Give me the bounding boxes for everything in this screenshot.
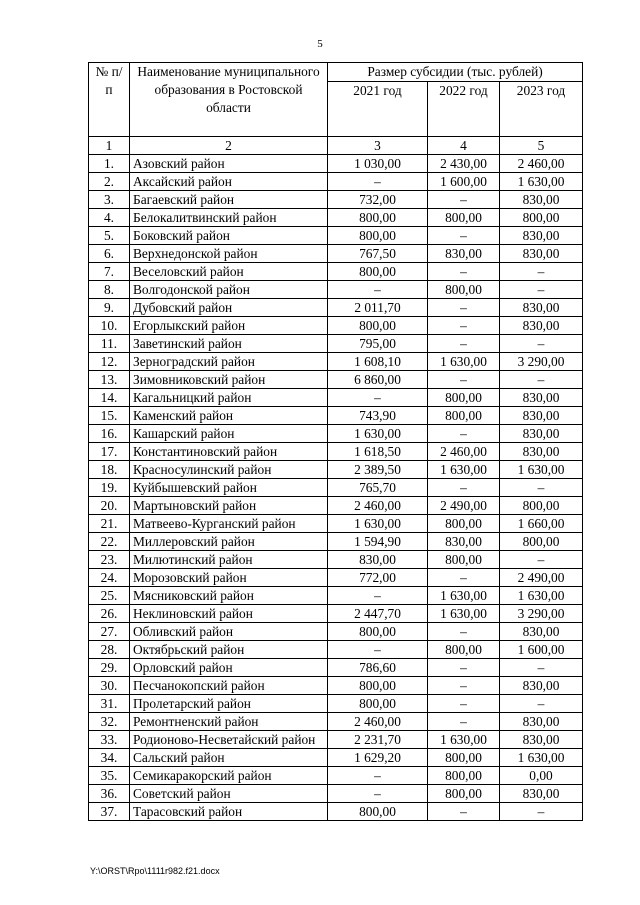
subsidy-2023: 830,00: [500, 443, 583, 461]
municipality-name: Зерноградский район: [130, 353, 328, 371]
subsidy-2021: 800,00: [328, 227, 428, 245]
row-number: 33.: [89, 731, 130, 749]
subsidy-2023: 830,00: [500, 731, 583, 749]
municipality-name: Константиновский район: [130, 443, 328, 461]
municipality-name: Октябрьский район: [130, 641, 328, 659]
row-number: 25.: [89, 587, 130, 605]
subsidy-table: [88, 62, 583, 821]
subsidy-2021: –: [328, 641, 428, 659]
municipality-name: Аксайский район: [130, 173, 328, 191]
municipality-name: Веселовский район: [130, 263, 328, 281]
subsidy-2021: 1 630,00: [328, 515, 428, 533]
row-number: 34.: [89, 749, 130, 767]
row-number: 13.: [89, 371, 130, 389]
table-row: [89, 695, 583, 713]
subsidy-2021: 800,00: [328, 803, 428, 821]
footer-file-path: Y:\ORST\Rpo\1111r982.f21.docx: [90, 866, 220, 876]
subsidy-2021: 772,00: [328, 569, 428, 587]
municipality-name: Боковский район: [130, 227, 328, 245]
municipality-name: Куйбышевский район: [130, 479, 328, 497]
subsidy-2023: 1 630,00: [500, 749, 583, 767]
subsidy-2021: 743,90: [328, 407, 428, 425]
subsidy-2023: 830,00: [500, 227, 583, 245]
subsidy-2022: 2 460,00: [428, 443, 500, 461]
table-row: [89, 515, 583, 533]
municipality-name: Каменский район: [130, 407, 328, 425]
subsidy-2021: 765,70: [328, 479, 428, 497]
subsidy-2021: –: [328, 173, 428, 191]
subsidy-2022: 800,00: [428, 767, 500, 785]
municipality-name: Егорлыкский район: [130, 317, 328, 335]
subsidy-2021: 732,00: [328, 191, 428, 209]
row-number: 15.: [89, 407, 130, 425]
subsidy-2022: 800,00: [428, 785, 500, 803]
row-number: 28.: [89, 641, 130, 659]
subsidy-2023: 0,00: [500, 767, 583, 785]
table-row: [89, 335, 583, 353]
table-row: [89, 209, 583, 227]
header-municipality: Наименование муниципального образования в Ростовской области: [130, 63, 328, 137]
subsidy-2023: –: [500, 263, 583, 281]
table-row: [89, 389, 583, 407]
subsidy-2021: 2 389,50: [328, 461, 428, 479]
municipality-name: Верхнедонской район: [130, 245, 328, 263]
subsidy-2023: 1 630,00: [500, 587, 583, 605]
table-row: [89, 569, 583, 587]
subsidy-2022: –: [428, 479, 500, 497]
table-row: [89, 227, 583, 245]
subsidy-2021: –: [328, 587, 428, 605]
subsidy-2021: 767,50: [328, 245, 428, 263]
subsidy-2023: 830,00: [500, 317, 583, 335]
subsidy-2023: 830,00: [500, 299, 583, 317]
subsidy-2021: 2 460,00: [328, 497, 428, 515]
subsidy-2021: –: [328, 785, 428, 803]
row-number: 24.: [89, 569, 130, 587]
subsidy-2021: 800,00: [328, 263, 428, 281]
header-2023: 2023 год: [500, 82, 583, 137]
row-number: 20.: [89, 497, 130, 515]
municipality-name: Заветинский район: [130, 335, 328, 353]
subsidy-2021: 1 594,90: [328, 533, 428, 551]
table-row: [89, 425, 583, 443]
subsidy-2022: –: [428, 659, 500, 677]
subsidy-2023: 3 290,00: [500, 605, 583, 623]
row-number: 18.: [89, 461, 130, 479]
row-number: 17.: [89, 443, 130, 461]
table-row: [89, 191, 583, 209]
row-number: 30.: [89, 677, 130, 695]
table-row: [89, 605, 583, 623]
table-row: [89, 245, 583, 263]
subsidy-2022: 1 630,00: [428, 731, 500, 749]
row-number: 9.: [89, 299, 130, 317]
table-row: [89, 371, 583, 389]
column-numbering-row: [89, 137, 583, 155]
row-number: 36.: [89, 785, 130, 803]
subsidy-2021: 1 030,00: [328, 155, 428, 173]
row-number: 12.: [89, 353, 130, 371]
header-2022: 2022 год: [428, 82, 500, 137]
subsidy-2022: –: [428, 623, 500, 641]
subsidy-2022: –: [428, 299, 500, 317]
row-number: 32.: [89, 713, 130, 731]
subsidy-2021: 800,00: [328, 209, 428, 227]
municipality-name: Миллеровский район: [130, 533, 328, 551]
header-number: № п/п: [89, 63, 130, 137]
municipality-name: Обливский район: [130, 623, 328, 641]
municipality-name: Родионово-Несветайский район: [130, 731, 328, 749]
table-body: [89, 155, 583, 821]
subsidy-2022: –: [428, 317, 500, 335]
row-number: 10.: [89, 317, 130, 335]
subsidy-2022: 800,00: [428, 281, 500, 299]
table-row: [89, 785, 583, 803]
municipality-name: Мясниковский район: [130, 587, 328, 605]
subsidy-2023: 2 490,00: [500, 569, 583, 587]
row-number: 22.: [89, 533, 130, 551]
subsidy-2023: –: [500, 695, 583, 713]
table-row: [89, 533, 583, 551]
table-row: [89, 317, 583, 335]
subsidy-2023: 1 660,00: [500, 515, 583, 533]
subsidy-2023: 1 630,00: [500, 461, 583, 479]
table-row: [89, 551, 583, 569]
table-row: [89, 641, 583, 659]
table-row: [89, 443, 583, 461]
municipality-name: Тарасовский район: [130, 803, 328, 821]
row-number: 35.: [89, 767, 130, 785]
row-number: 37.: [89, 803, 130, 821]
subsidy-2021: –: [328, 281, 428, 299]
subsidy-2022: 800,00: [428, 515, 500, 533]
subsidy-2022: –: [428, 677, 500, 695]
municipality-name: Пролетарский район: [130, 695, 328, 713]
table-row: [89, 407, 583, 425]
subsidy-2022: 1 630,00: [428, 461, 500, 479]
subsidy-2023: –: [500, 803, 583, 821]
column-index: 4: [428, 137, 500, 155]
municipality-name: Советский район: [130, 785, 328, 803]
subsidy-2021: 2 460,00: [328, 713, 428, 731]
subsidy-2022: 2 490,00: [428, 497, 500, 515]
subsidy-2022: 2 430,00: [428, 155, 500, 173]
subsidy-2023: –: [500, 479, 583, 497]
subsidy-2022: 1 630,00: [428, 587, 500, 605]
subsidy-2023: 830,00: [500, 407, 583, 425]
subsidy-2022: 830,00: [428, 245, 500, 263]
subsidy-2021: 2 231,70: [328, 731, 428, 749]
subsidy-2021: 830,00: [328, 551, 428, 569]
municipality-name: Ремонтненский район: [130, 713, 328, 731]
municipality-name: Зимовниковский район: [130, 371, 328, 389]
table-row: [89, 713, 583, 731]
municipality-name: Кагальницкий район: [130, 389, 328, 407]
row-number: 16.: [89, 425, 130, 443]
subsidy-2023: 830,00: [500, 191, 583, 209]
row-number: 2.: [89, 173, 130, 191]
row-number: 3.: [89, 191, 130, 209]
subsidy-2022: –: [428, 803, 500, 821]
row-number: 14.: [89, 389, 130, 407]
table-row: [89, 461, 583, 479]
table-row: [89, 497, 583, 515]
header-subsidy-size: Размер субсидии (тыс. рублей): [328, 63, 583, 82]
column-index: 2: [130, 137, 328, 155]
row-number: 6.: [89, 245, 130, 263]
subsidy-2022: 800,00: [428, 749, 500, 767]
subsidy-2022: –: [428, 425, 500, 443]
subsidy-2021: 1 630,00: [328, 425, 428, 443]
subsidy-2021: –: [328, 767, 428, 785]
row-number: 21.: [89, 515, 130, 533]
municipality-name: Мартыновский район: [130, 497, 328, 515]
subsidy-2023: 830,00: [500, 713, 583, 731]
row-number: 29.: [89, 659, 130, 677]
subsidy-2023: –: [500, 551, 583, 569]
subsidy-2023: 830,00: [500, 785, 583, 803]
subsidy-2023: 800,00: [500, 209, 583, 227]
subsidy-2021: 786,60: [328, 659, 428, 677]
subsidy-2021: 1 608,10: [328, 353, 428, 371]
subsidy-2022: –: [428, 695, 500, 713]
column-index: 5: [500, 137, 583, 155]
municipality-name: Кашарский район: [130, 425, 328, 443]
page-number: 5: [317, 38, 323, 50]
subsidy-2023: 800,00: [500, 497, 583, 515]
subsidy-2023: 830,00: [500, 245, 583, 263]
subsidy-2021: 1 629,20: [328, 749, 428, 767]
subsidy-2022: –: [428, 191, 500, 209]
municipality-name: Дубовский район: [130, 299, 328, 317]
subsidy-2022: –: [428, 335, 500, 353]
subsidy-2022: –: [428, 371, 500, 389]
table-row: [89, 155, 583, 173]
subsidy-2021: 795,00: [328, 335, 428, 353]
row-number: 23.: [89, 551, 130, 569]
table-row: [89, 479, 583, 497]
subsidy-2022: –: [428, 713, 500, 731]
subsidy-2023: 830,00: [500, 389, 583, 407]
table-row: [89, 677, 583, 695]
subsidy-2023: 2 460,00: [500, 155, 583, 173]
subsidy-2023: 830,00: [500, 677, 583, 695]
municipality-name: Сальский район: [130, 749, 328, 767]
column-index: 3: [328, 137, 428, 155]
row-number: 4.: [89, 209, 130, 227]
table-row: [89, 749, 583, 767]
municipality-name: Песчанокопский район: [130, 677, 328, 695]
subsidy-2021: –: [328, 389, 428, 407]
row-number: 7.: [89, 263, 130, 281]
subsidy-2021: 2 011,70: [328, 299, 428, 317]
subsidy-2022: –: [428, 263, 500, 281]
table-row: [89, 281, 583, 299]
municipality-name: Милютинский район: [130, 551, 328, 569]
municipality-name: Волгодонской район: [130, 281, 328, 299]
subsidy-2021: 800,00: [328, 317, 428, 335]
subsidy-2022: 800,00: [428, 551, 500, 569]
table-row: [89, 659, 583, 677]
subsidy-2022: 800,00: [428, 389, 500, 407]
table-row: [89, 299, 583, 317]
subsidy-2022: 830,00: [428, 533, 500, 551]
subsidy-2023: –: [500, 659, 583, 677]
table-row: [89, 173, 583, 191]
table-row: [89, 623, 583, 641]
subsidy-2023: 3 290,00: [500, 353, 583, 371]
header-2021: 2021 год: [328, 82, 428, 137]
subsidy-2022: –: [428, 227, 500, 245]
subsidy-2022: 800,00: [428, 209, 500, 227]
subsidy-2023: –: [500, 281, 583, 299]
table-row: [89, 767, 583, 785]
municipality-name: Белокалитвинский район: [130, 209, 328, 227]
row-number: 11.: [89, 335, 130, 353]
row-number: 31.: [89, 695, 130, 713]
row-number: 19.: [89, 479, 130, 497]
row-number: 1.: [89, 155, 130, 173]
subsidy-2021: 800,00: [328, 623, 428, 641]
subsidy-2021: 800,00: [328, 695, 428, 713]
subsidy-2023: 1 630,00: [500, 173, 583, 191]
municipality-name: Семикаракорский район: [130, 767, 328, 785]
subsidy-2022: 1 630,00: [428, 605, 500, 623]
subsidy-2022: 1 630,00: [428, 353, 500, 371]
subsidy-2021: 800,00: [328, 677, 428, 695]
subsidy-2022: 800,00: [428, 641, 500, 659]
subsidy-2022: –: [428, 569, 500, 587]
table-row: [89, 803, 583, 821]
subsidy-2021: 1 618,50: [328, 443, 428, 461]
municipality-name: Багаевский район: [130, 191, 328, 209]
row-number: 26.: [89, 605, 130, 623]
row-number: 5.: [89, 227, 130, 245]
subsidy-2021: 6 860,00: [328, 371, 428, 389]
municipality-name: Азовский район: [130, 155, 328, 173]
municipality-name: Морозовский район: [130, 569, 328, 587]
table-row: [89, 587, 583, 605]
subsidy-2023: 830,00: [500, 425, 583, 443]
subsidy-2022: 1 600,00: [428, 173, 500, 191]
table-row: [89, 263, 583, 281]
row-number: 8.: [89, 281, 130, 299]
subsidy-2023: 800,00: [500, 533, 583, 551]
subsidy-2021: 2 447,70: [328, 605, 428, 623]
subsidy-2023: –: [500, 371, 583, 389]
municipality-name: Матвеево-Курганский район: [130, 515, 328, 533]
municipality-name: Неклиновский район: [130, 605, 328, 623]
table-row: [89, 731, 583, 749]
subsidy-2023: –: [500, 335, 583, 353]
row-number: 27.: [89, 623, 130, 641]
table-row: [89, 353, 583, 371]
municipality-name: Орловский район: [130, 659, 328, 677]
subsidy-2023: 830,00: [500, 623, 583, 641]
municipality-name: Красносулинский район: [130, 461, 328, 479]
column-index: 1: [89, 137, 130, 155]
subsidy-2023: 1 600,00: [500, 641, 583, 659]
subsidy-2022: 800,00: [428, 407, 500, 425]
